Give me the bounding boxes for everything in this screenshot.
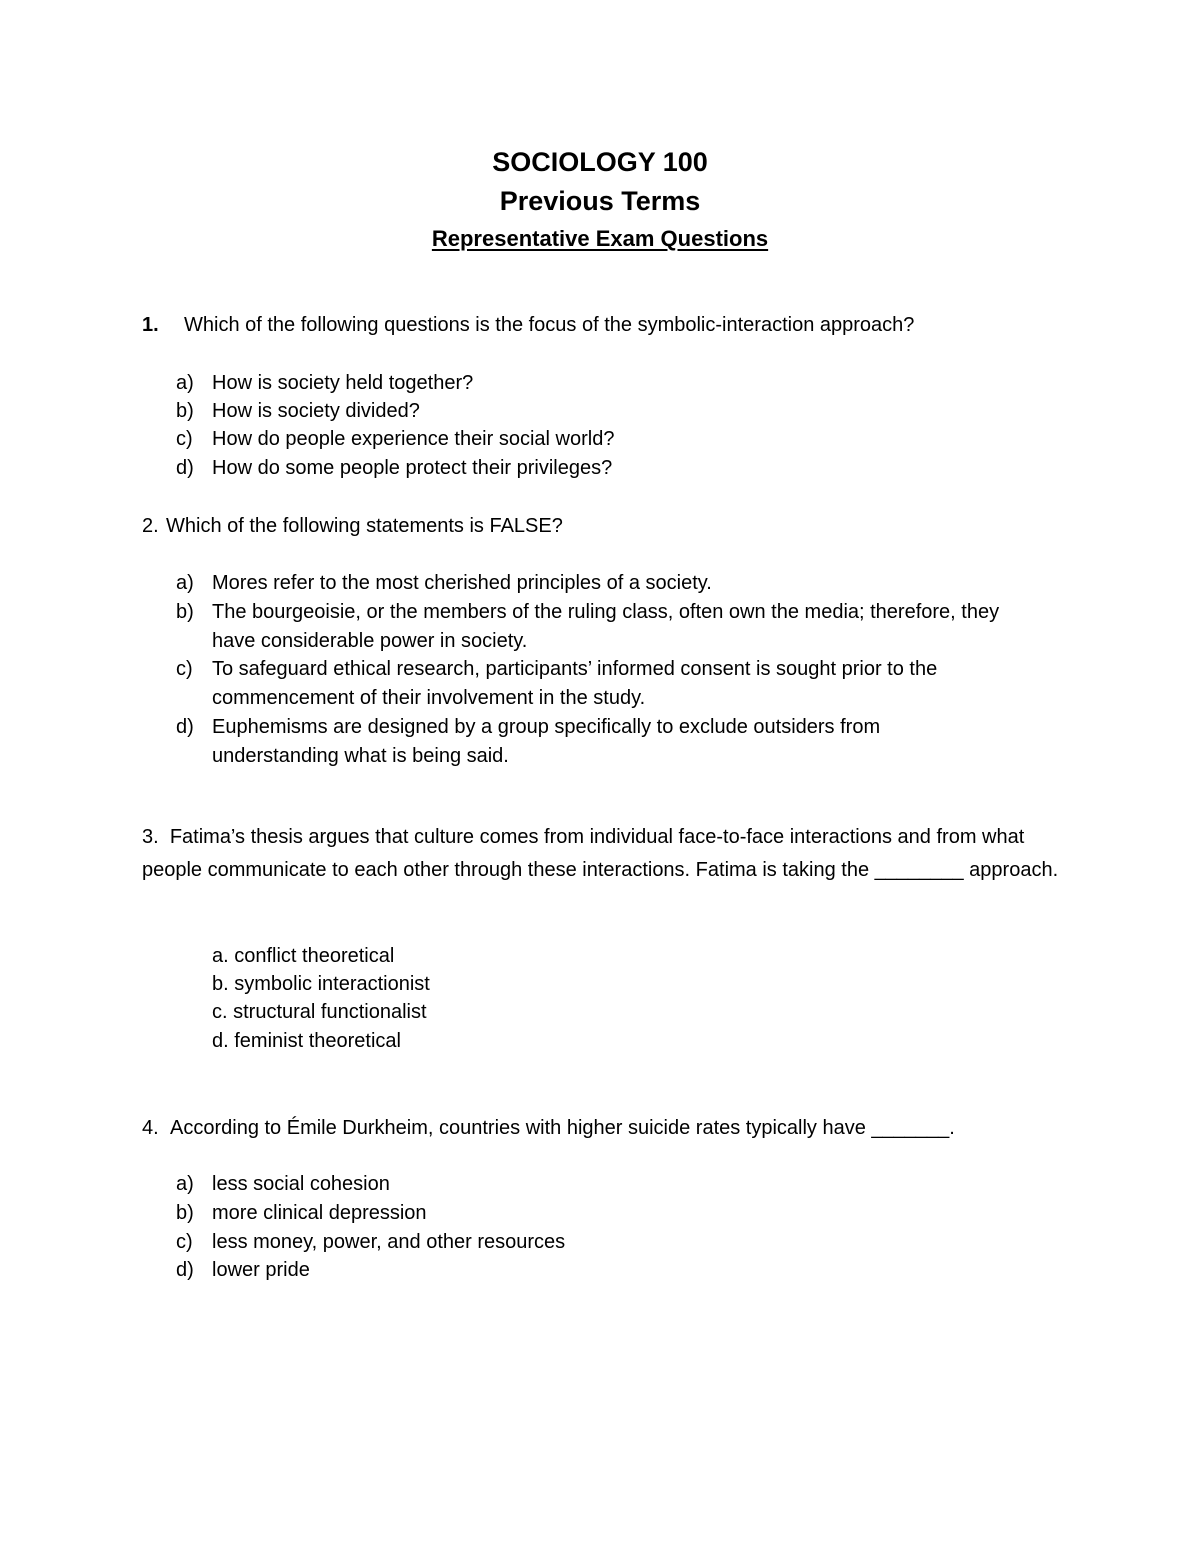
question-number: 2.	[142, 515, 159, 537]
answer-option	[176, 369, 1056, 398]
answer-option	[176, 1228, 1056, 1257]
option-label: b)	[176, 1202, 194, 1224]
question-stem	[142, 821, 1062, 887]
option-text: Euphemisms are designed by a group specifically to exclude outsiders from understanding what is being said.	[212, 716, 881, 767]
answer-option	[176, 598, 1056, 655]
answer-option	[176, 425, 1056, 454]
option-text: less social cohesion	[212, 1173, 390, 1195]
option-label: d)	[176, 1259, 194, 1281]
question-stem: Which of the following questions is the focus of the symbolic-interaction approach?	[184, 314, 915, 336]
option-label: a)	[176, 1173, 194, 1195]
option-text: To safeguard ethical research, participants’ informed consent is sought prior to the commencement of their involvement in the study.	[212, 658, 938, 709]
option-text: The bourgeoisie, or the members of the ruling class, often own the media; therefore, they have considerable power in society.	[212, 601, 1000, 652]
answer-option	[176, 1170, 1056, 1199]
answer-option	[176, 569, 1056, 598]
option-label: b)	[176, 601, 194, 623]
answer-option: a. conflict theoretical	[212, 945, 395, 967]
option-text: less money, power, and other resources	[212, 1231, 566, 1253]
answer-option: d. feminist theoretical	[212, 1030, 401, 1052]
answer-option	[176, 454, 1056, 483]
option-text: How is society divided?	[212, 400, 420, 422]
course-title: SOCIOLOGY 100	[492, 147, 708, 177]
question-number: 1.	[142, 314, 159, 336]
answer-option: b. symbolic interactionist	[212, 973, 430, 995]
question-stem: According to Émile Durkheim, countries with higher suicide rates typically have _______.	[170, 1117, 955, 1139]
option-text: How do people experience their social world?	[212, 428, 615, 450]
question-number: 4.	[142, 1117, 159, 1139]
option-label: c)	[176, 428, 193, 450]
option-text: How is society held together?	[212, 372, 474, 394]
answer-option	[176, 1256, 1056, 1285]
option-text: How do some people protect their privileges?	[212, 457, 613, 479]
question-stem: Which of the following statements is FALSE?	[166, 515, 563, 537]
option-text: lower pride	[212, 1259, 310, 1281]
option-label: b)	[176, 400, 194, 422]
question-number: 3.	[142, 826, 159, 848]
option-label: c)	[176, 1231, 193, 1253]
answer-option: c. structural functionalist	[212, 1001, 427, 1023]
option-label: c)	[176, 658, 193, 680]
section-heading: Representative Exam Questions	[431, 226, 769, 251]
option-label: a)	[176, 372, 194, 394]
answer-option	[176, 655, 1056, 712]
option-label: d)	[176, 457, 194, 479]
answer-option	[176, 1199, 1056, 1228]
option-label: a)	[176, 572, 194, 594]
option-text: Mores refer to the most cherished principles of a society.	[212, 572, 712, 594]
question-text: Fatima’s thesis argues that culture comes from individual face-to-face interactions and from what people communicate to each other through these interactions. Fatima is taking the ________ approach.	[142, 826, 1059, 881]
option-label: d)	[176, 716, 194, 738]
option-text: more clinical depression	[212, 1202, 427, 1224]
answer-option	[176, 397, 1056, 426]
answer-option	[176, 713, 1056, 770]
page-subtitle: Previous Terms	[499, 186, 701, 216]
